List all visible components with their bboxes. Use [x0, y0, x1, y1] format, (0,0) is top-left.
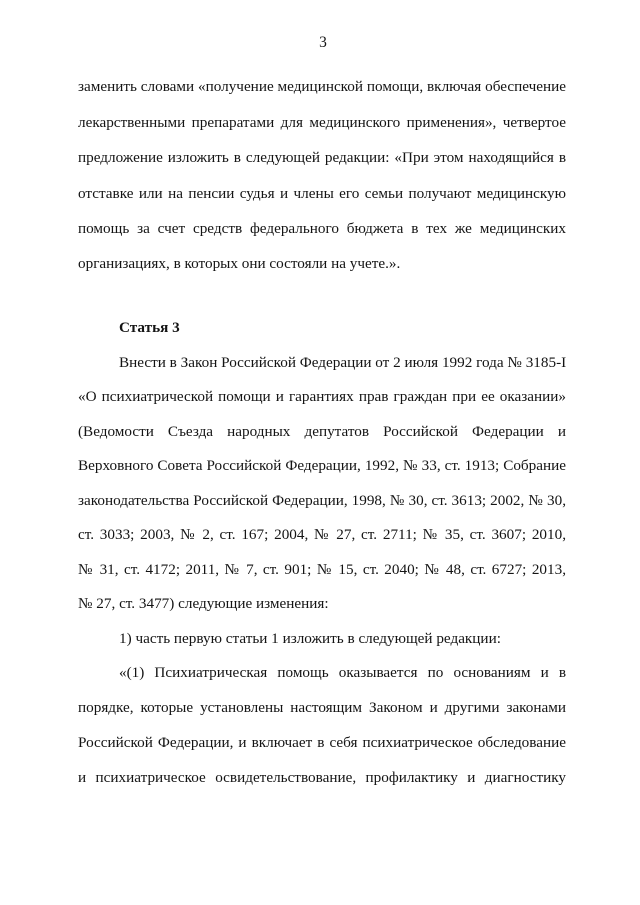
paragraph-1-line-6: организациях, в которых они состояли на учете.». — [78, 255, 401, 272]
paragraph-2-line-8: № 27, ст. 3477) следующие изменения: — [78, 595, 329, 612]
paragraph-2-line-2: «О психиатрической помощи и гарантиях прав граждан при ее оказании» — [78, 388, 566, 405]
paragraph-2-line-4: Верховного Совета Российской Федерации, 1992, № 33, ст. 1913; Собрание — [78, 457, 566, 474]
paragraph-3: 1) часть первую статьи 1 изложить в следующей редакции: — [119, 630, 501, 647]
paragraph-2-line-1: Внести в Закон Российской Федерации от 2 июля 1992 года № 3185-I — [119, 354, 567, 371]
article-heading: Статья 3 — [119, 319, 180, 336]
paragraph-1-line-4: отставке или на пенсии судья и члены его семьи получают медицинскую — [78, 185, 566, 202]
paragraph-4-line-4: и психиатрическое освидетельствование, профилактику и диагностику — [78, 769, 566, 786]
paragraph-4-line-2: порядке, которые установлены настоящим Законом и другими законами — [78, 699, 566, 716]
paragraph-2-line-3: (Ведомости Съезда народных депутатов Российской Федерации и — [78, 423, 566, 440]
paragraph-1-line-1: заменить словами «получение медицинской помощи, включая обеспечение — [78, 78, 566, 95]
paragraph-1-line-2: лекарственными препаратами для медицинского применения», четвертое — [78, 114, 566, 131]
page-number: 3 — [319, 34, 327, 51]
paragraph-2-line-5: законодательства Российской Федерации, 1998, № 30, ст. 3613; 2002, № 30, — [78, 492, 566, 509]
paragraph-1-line-3: предложение изложить в следующей редакции: «При этом находящийся в — [78, 149, 566, 166]
paragraph-2-line-7: № 31, ст. 4172; 2011, № 7, ст. 901; № 15, ст. 2040; № 48, ст. 6727; 2013, — [78, 561, 566, 578]
paragraph-2-line-6: ст. 3033; 2003, № 2, ст. 167; 2004, № 27, ст. 2711; № 35, ст. 3607; 2010, — [78, 526, 566, 543]
paragraph-4-line-1: «(1) Психиатрическая помощь оказывается по основаниям и в — [119, 664, 566, 681]
paragraph-1-line-5: помощь за счет средств федерального бюджета в тех же медицинских — [78, 220, 566, 237]
paragraph-4-line-3: Российской Федерации, и включает в себя психиатрическое обследование — [78, 734, 566, 751]
